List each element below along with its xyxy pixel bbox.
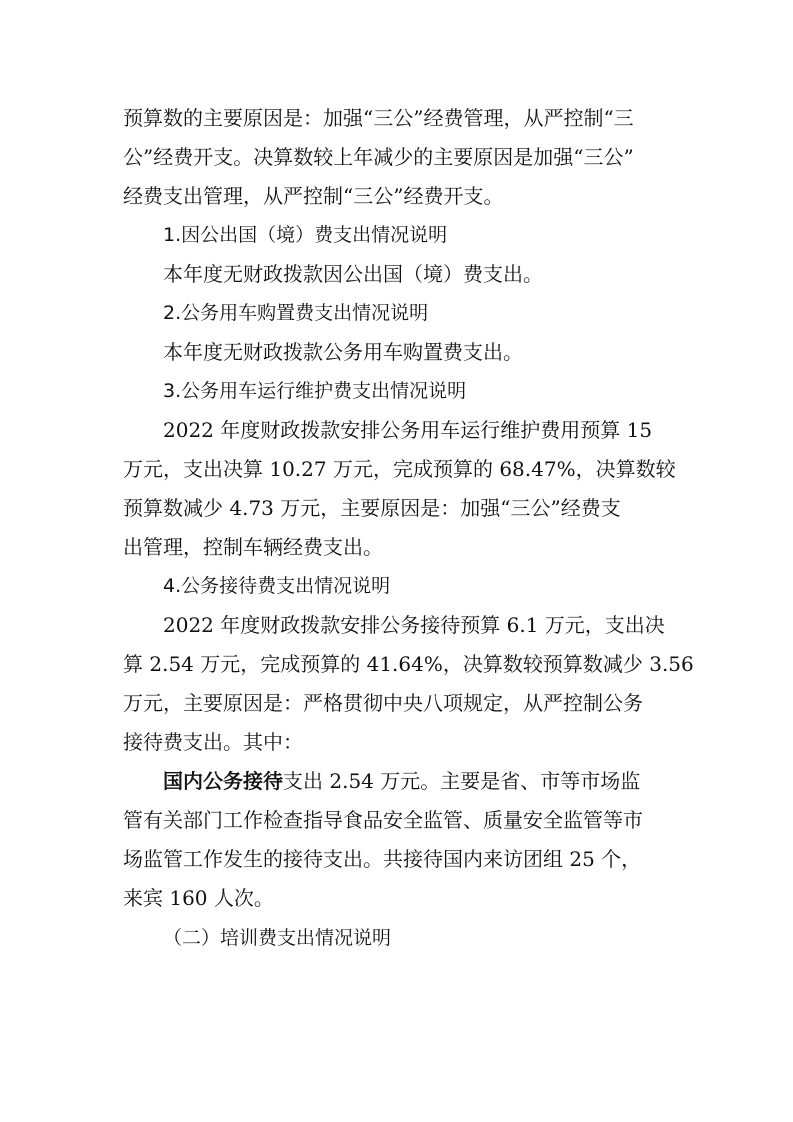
- paragraph-line: [163, 769, 793, 793]
- paragraph-line: 2022 年度财政拨款安排公务接待预算 6.1 万元，支出决: [163, 613, 665, 637]
- section-heading-vehicle-operation: 3.公务用车运行维护费支出情况说明: [163, 380, 467, 402]
- paragraph-line: 万元，支出决算 10.27 万元，完成预算的 68.47%，决算数较: [123, 457, 676, 481]
- paragraph-line: 管有关部门工作检查指导食品安全监管、质量安全监管等市: [123, 808, 643, 832]
- paragraph-line: 预算数的主要原因是：加强“三公”经费管理，从严控制“三: [123, 106, 634, 130]
- paragraph-line: 公”经费开支。决算数较上年减少的主要原因是加强“三公”: [123, 145, 634, 169]
- paragraph-line: 来宾 160 人次。: [123, 886, 274, 910]
- paragraph-line: 经费支出管理，从严控制“三公”经费开支。: [123, 184, 504, 208]
- paragraph-text: 支出 2.54 万元。主要是省、市等市场监: [283, 769, 641, 793]
- section-heading-reception: 4.公务接待费支出情况说明: [163, 575, 391, 597]
- paragraph-line: 万元，主要原因是：严格贯彻中央八项规定，从严控制公务: [123, 691, 643, 715]
- section-heading-vehicle-purchase: 2.公务用车购置费支出情况说明: [163, 302, 429, 324]
- paragraph-line: 场监管工作发生的接待支出。共接待国内来访团组 25 个，: [123, 847, 642, 871]
- section-heading-training: （二）培训费支出情况说明: [163, 927, 392, 949]
- paragraph-line: 预算数减少 4.73 万元，主要原因是：加强“三公”经费支: [123, 496, 621, 520]
- section-heading-travel: 1.因公出国（境）费支出情况说明: [163, 224, 448, 246]
- paragraph-line: 接待费支出。其中：: [123, 730, 303, 754]
- paragraph-line: 出管理，控制车辆经费支出。: [123, 535, 383, 559]
- paragraph-line: 本年度无财政拨款因公出国（境）费支出。: [163, 262, 543, 286]
- bold-lead-text: 国内公务接待: [163, 769, 283, 793]
- paragraph-line: 本年度无财政拨款公务用车购置费支出。: [163, 340, 523, 364]
- paragraph-line: 算 2.54 万元，完成预算的 41.64%，决算数较预算数减少 3.56: [123, 652, 694, 676]
- paragraph-line: 2022 年度财政拨款安排公务用车运行维护费用预算 15: [163, 418, 653, 442]
